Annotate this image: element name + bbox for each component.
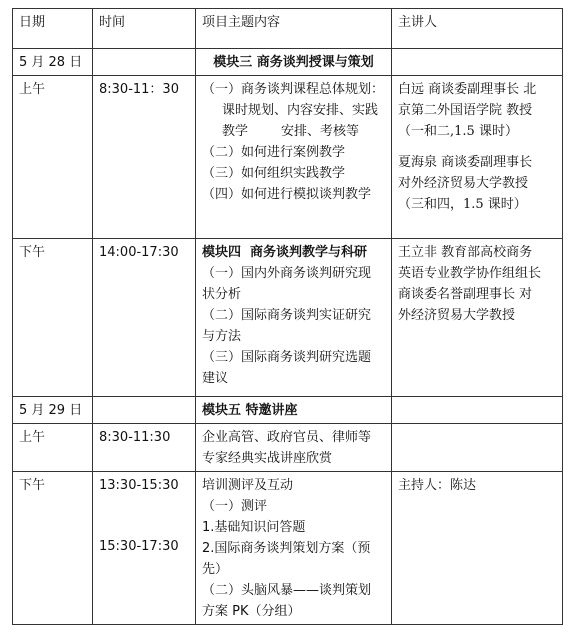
lecture-line: 企业高管、政府官员、律师等 (202, 430, 372, 445)
module3-item: 课时规划、内容安排、实践 (222, 103, 379, 118)
day2-am-speaker-empty (392, 424, 563, 472)
day1-date-row (13, 49, 563, 76)
day2-pm-content (196, 472, 392, 625)
speaker-line: （三和四，1.5 课时） (398, 197, 527, 212)
day2-pm-row (13, 472, 563, 625)
speaker-line: 白远 商谈委副理事长 北 (398, 82, 537, 97)
pm-item: 1.基础知识问答题 (202, 520, 306, 535)
speaker-line: 英语专业教学协作组组长 (398, 266, 542, 281)
speaker-line: 商谈委名誉副理事长 对 (398, 287, 533, 302)
module4-title: 模块四 商务谈判教学与科研 (202, 245, 368, 260)
header-row (13, 9, 563, 49)
module3-am-label: 上午 (13, 76, 93, 239)
module5-title: 模块五 特邀讲座 (196, 397, 392, 424)
host-line: 主持人：陈达 (398, 478, 477, 493)
module4-row (13, 239, 563, 397)
module4-pm-label: 下午 (13, 239, 93, 397)
module3-speakers (392, 76, 563, 239)
module3-content (196, 76, 392, 239)
day2-am-content (196, 424, 392, 472)
pm-item: （二）头脑风暴——谈判策划 (202, 583, 372, 598)
day2-pm-times (93, 472, 196, 625)
speaker-line: 京第二外国语学院 教授 (398, 103, 533, 118)
day1-speaker-empty (392, 49, 563, 76)
pm-time-2: 15:30-17:30 (99, 539, 179, 554)
day2-date-row (13, 397, 563, 424)
module3-row (13, 76, 563, 239)
lecture-line: 专家经典实战讲座欣赏 (202, 451, 333, 466)
day2-speaker-empty (392, 397, 563, 424)
pm-item: 培训测评及互动 (202, 478, 294, 493)
module4-item: 状分析 (202, 287, 242, 302)
day2-time-empty (93, 397, 196, 424)
module3-item: 教学 安排、考核等 (222, 124, 360, 139)
schedule-table (12, 8, 563, 625)
day2-am-row (13, 424, 563, 472)
pm-item: 2.国际商务谈判策划方案（预 (202, 541, 371, 556)
module3-item: （三）如何组织实践教学 (202, 166, 346, 181)
module4-content (196, 239, 392, 397)
day1-date: 5 月 28 日 (13, 49, 93, 76)
module4-speakers (392, 239, 563, 397)
header-time: 时间 (93, 9, 196, 49)
speaker-line: 外经济贸易大学教授 (398, 308, 516, 323)
module3-time: 8:30-11：30 (93, 76, 196, 239)
header-date: 日期 (13, 9, 93, 49)
module4-item: （一）国内外商务谈判研究现 (202, 266, 372, 281)
day2-pm-label: 下午 (13, 472, 93, 625)
day2-pm-speaker (392, 472, 563, 625)
module4-item: 与方法 (202, 329, 242, 344)
module4-item: （三）国际商务谈判研究选题 (202, 350, 372, 365)
day2-am-time: 8:30-11:30 (93, 424, 196, 472)
header-topic: 项目主题内容 (196, 9, 392, 49)
day1-time-empty (93, 49, 196, 76)
pm-item: 先） (202, 562, 229, 577)
module4-item: 建议 (202, 371, 229, 386)
module4-time: 14:00-17:30 (93, 239, 196, 397)
module4-item: （二）国际商务谈判实证研究 (202, 308, 372, 323)
module3-item: （二）如何进行案例教学 (202, 145, 346, 160)
speaker-line: 王立非 教育部高校商务 (398, 245, 533, 260)
day2-am-label: 上午 (13, 424, 93, 472)
speaker-line: （一和二,1.5 课时） (398, 124, 518, 139)
speaker-line: 夏海泉 商谈委副理事长 (398, 155, 533, 170)
header-speaker: 主讲人 (392, 9, 563, 49)
day2-date: 5 月 29 日 (13, 397, 93, 424)
pm-item: （一）测评 (202, 499, 268, 514)
module3-item: （四）如何进行模拟谈判教学 (202, 187, 372, 202)
speaker-line: 对外经济贸易大学教授 (398, 176, 529, 191)
pm-time-1: 13:30-15:30 (99, 478, 179, 493)
pm-item: 方案 PK（分组） (202, 604, 301, 619)
module3-item: （一）商务谈判课程总体规划： (202, 82, 385, 97)
module3-title: 模块三 商务谈判授课与策划 (196, 49, 392, 76)
